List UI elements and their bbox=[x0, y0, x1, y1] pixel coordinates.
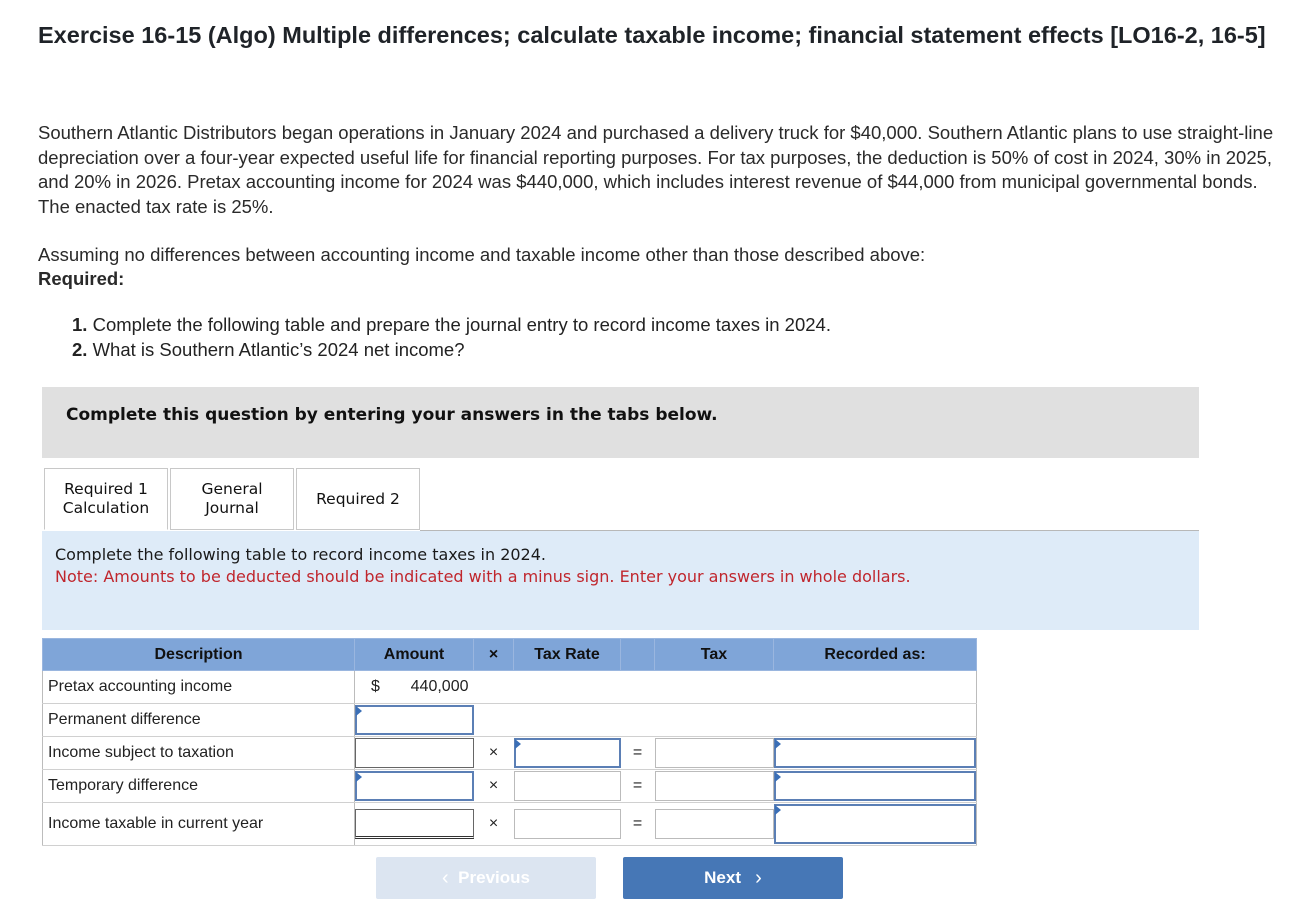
tab-required-1-calculation[interactable]: Required 1 Calculation bbox=[44, 468, 168, 530]
tax-calculation-table bbox=[42, 638, 977, 846]
amount-cell bbox=[355, 671, 474, 704]
row-description: Pretax accounting income bbox=[43, 671, 355, 704]
required-list bbox=[72, 313, 831, 362]
table-header-row bbox=[43, 639, 977, 671]
dropdown-marker-icon bbox=[775, 772, 781, 782]
input-marker-icon bbox=[515, 739, 521, 749]
temporary-difference-input[interactable] bbox=[355, 771, 474, 801]
dropdown-marker-icon bbox=[775, 805, 781, 815]
required-item-1: 1. Complete the following table and prepare the journal entry to record income taxes in 2024. bbox=[72, 314, 831, 335]
dropdown-marker-icon bbox=[775, 739, 781, 749]
times-sign: × bbox=[474, 737, 514, 770]
chevron-right-icon: › bbox=[755, 866, 762, 889]
tax-input[interactable] bbox=[655, 738, 774, 768]
table-row bbox=[43, 704, 977, 737]
recorded-as-select[interactable] bbox=[774, 771, 977, 801]
tax-input[interactable] bbox=[655, 771, 774, 801]
table-row bbox=[43, 803, 977, 846]
recorded-as-select[interactable] bbox=[774, 738, 977, 768]
row-description: Income taxable in current year bbox=[43, 803, 355, 846]
input-marker-icon bbox=[356, 706, 362, 716]
times-sign: × bbox=[474, 770, 514, 803]
header-equals bbox=[621, 639, 655, 671]
instructions-banner bbox=[42, 387, 1199, 458]
tab-general-journal[interactable]: General Journal bbox=[170, 468, 294, 530]
pretax-amount-value: 440,000 bbox=[410, 678, 469, 695]
header-description: Description bbox=[43, 639, 355, 671]
previous-button[interactable]: ‹ Previous bbox=[376, 857, 596, 899]
header-tax: Tax bbox=[655, 639, 774, 671]
tax-rate-input[interactable] bbox=[514, 809, 621, 839]
row-description: Income subject to taxation bbox=[43, 737, 355, 770]
chevron-left-icon: ‹ bbox=[442, 866, 449, 889]
required-item-2: 2. What is Southern Atlantic’s 2024 net income? bbox=[72, 338, 465, 360]
header-tax-rate: Tax Rate bbox=[514, 639, 621, 671]
row-description: Permanent difference bbox=[43, 704, 355, 737]
tax-input[interactable] bbox=[655, 809, 774, 839]
table-row bbox=[43, 770, 977, 803]
equals-sign: = bbox=[621, 737, 655, 770]
recorded-as-select[interactable] bbox=[774, 804, 977, 844]
header-times: × bbox=[474, 639, 514, 671]
input-marker-icon bbox=[356, 772, 362, 782]
tax-rate-input[interactable] bbox=[514, 771, 621, 801]
permanent-difference-input[interactable] bbox=[355, 705, 474, 735]
header-amount: Amount bbox=[355, 639, 474, 671]
next-button[interactable]: Next › bbox=[623, 857, 843, 899]
equals-sign: = bbox=[621, 803, 655, 846]
instruction-text: Complete the following table to record income taxes in 2024. bbox=[55, 545, 546, 564]
table-instructions bbox=[42, 531, 1199, 630]
income-taxable-amount-input[interactable] bbox=[355, 809, 474, 839]
required-label: Required: bbox=[38, 268, 125, 289]
header-recorded-as: Recorded as: bbox=[774, 639, 977, 671]
equals-sign: = bbox=[621, 770, 655, 803]
assumption-text: Assuming no differences between accounting income and taxable income other than those described above: bbox=[38, 244, 926, 265]
instruction-note: Note: Amounts to be deducted should be indicated with a minus sign. Enter your answers in whole dollars. bbox=[55, 567, 911, 586]
tab-required-2[interactable]: Required 2 bbox=[296, 468, 420, 530]
income-subject-amount-input[interactable] bbox=[355, 738, 474, 768]
tax-rate-input[interactable] bbox=[514, 738, 621, 768]
table-row bbox=[43, 671, 977, 704]
table-row bbox=[43, 737, 977, 770]
banner-text: Complete this question by entering your answers in the tabs below. bbox=[66, 405, 718, 425]
row-description: Temporary difference bbox=[43, 770, 355, 803]
problem-paragraph: Southern Atlantic Distributors began operations in January 2024 and purchased a delivery truck for $40,000. Southern Atlantic plans to use straight-line depreciation over a four-year expected useful life for financial reporting purposes. For tax purposes, the deduction is 50% of cost in 2024, 30% in 2025, and 20% in 2026. Pretax accounting income for 2024 was $440,000, which includes interest revenue of $44,000 from municipal governmental bonds. The enacted tax rate is 25%. bbox=[38, 122, 1274, 217]
currency-symbol: $ bbox=[371, 678, 380, 695]
exercise-title: Exercise 16-15 (Algo) Multiple differences; calculate taxable income; financial statement effects [LO16-2, 16-5] bbox=[38, 22, 1266, 48]
times-sign: × bbox=[474, 803, 514, 846]
